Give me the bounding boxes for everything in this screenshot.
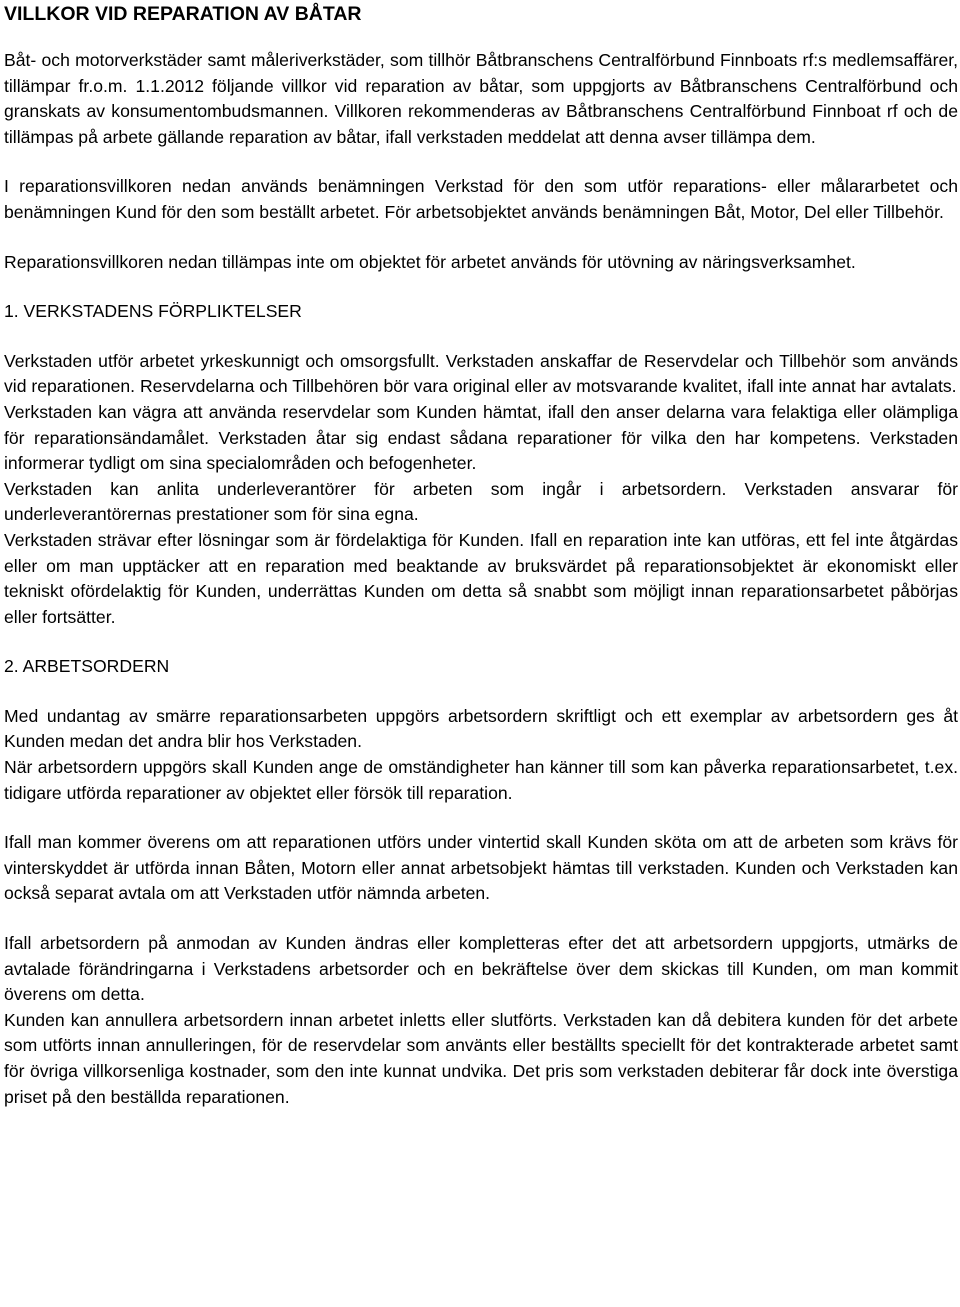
section-2-paragraph-2: När arbetsordern uppgörs skall Kunden ange de omständigheter han känner till som kan påverka reparationsarbetet, t.ex. tidigare utförda reparationer av objektet eller försök till reparation. bbox=[4, 757, 958, 803]
document-page bbox=[4, 0, 958, 1110]
section-2-heading: 2. ARBETSORDERN bbox=[4, 656, 170, 677]
section-2-paragraph-5: Kunden kan annullera arbetsordern innan arbetet inletts eller slutförts. Verkstaden kan då debitera kunden för det arbete som utförts innan annulleringen, för de reservdelar som använts eller beställts speciellt för det kontrakterade arbetet samt för övriga villkorsenliga kostnader, som den inte kunnat undvika. Det pris som verkstaden debiterar får dock inte överstiga priset på den beställda reparationen. bbox=[4, 1009, 958, 1107]
section-2-paragraph-4: Ifall arbetsordern på anmodan av Kunden ändras eller kompletteras efter det att arbetsordern uppgjorts, utmärks de avtalade förändringarna i Verkstadens arbetsorder och en bekräftelse över dem skickas till Kunden, om man kommit överens om detta. bbox=[4, 933, 958, 1005]
section-1-paragraph-4: Verkstaden strävar efter lösningar som är fördelaktiga för Kunden. Ifall en reparation inte kan utföras, ett fel inte åtgärdas eller om man upptäcker att en reparation med beaktande av bruksvärdet på reparationsobjektet är ekonomiskt eller tekniskt ofördelaktig för Kunden, underrättas Kunden om detta så snabbt som möjligt innan reparationsarbetet påbörjas eller fortsätter. bbox=[4, 529, 958, 627]
document-title: VILLKOR VID REPARATION AV BÅTAR bbox=[4, 3, 362, 25]
intro-paragraph-2: I reparationsvillkoren nedan används benämningen Verkstad för den som utför reparations- eller målararbetet och benämningen Kund för den som beställt arbetet. För arbetsobjektet används benämningen Båt, Motor, Del eller Tillbehör. bbox=[4, 176, 958, 222]
section-1-heading: 1. VERKSTADENS FÖRPLIKTELSER bbox=[4, 301, 302, 322]
section-2-paragraph-3: Ifall man kommer överens om att reparationen utförs under vintertid skall Kunden sköta om att de arbeten som krävs för vinterskyddet är utförda innan Båten, Motorn eller annat arbetsobjekt hämtas till verkstaden. Kunden och Verkstaden kan också separat avtala om att Verkstaden utför nämnda arbeten. bbox=[4, 832, 958, 904]
section-1-paragraph-2: Verkstaden kan vägra att använda reservdelar som Kunden hämtat, ifall den anser delarna vara felaktiga eller olämpliga för reparationsändamålet. Verkstaden åtar sig endast sådana reparationer för vilka den har kompetens. Verkstaden informerar tydligt om sina specialområden och befogenheter. bbox=[4, 401, 958, 474]
intro-paragraph-1: Båt- och motorverkstäder samt måleriverkstäder, som tillhör Båtbranschens Centralförbund Finnboats rf:s medlemsaffärer, tillämpar fr.o.m. 1.1.2012 följande villkor vid reparation av båtar, som uppgjorts av Båtbranschens Centralförbund och granskats av konsumentombudsmannen. Villkoren rekommenderas av Båtbranschens Centralförbund Finnboat rf och de tillämpas på arbete gällande reparation av båtar, ifall verkstaden meddelat att denna avser tillämpa dem. bbox=[4, 50, 958, 147]
section-2-paragraph-1: Med undantag av smärre reparationsarbeten uppgörs arbetsordern skriftligt och ett exemplar av arbetsordern ges åt Kunden medan det andra blir hos Verkstaden. bbox=[4, 705, 958, 752]
section-1-paragraph-3: Verkstaden kan anlita underleverantörer för arbeten som ingår i arbetsordern. Verkstaden ansvarar för underleverantörernas prestationer som för sina egna. bbox=[4, 478, 958, 525]
section-1-paragraph-1: Verkstaden utför arbetet yrkeskunnigt och omsorgsfullt. Verkstaden anskaffar de Reservdelar och Tillbehör som används vid reparationen. Reservdelarna och Tillbehören bör vara original eller av motsvarande kvalitet, ifall inte annat har avtalats. bbox=[4, 350, 958, 397]
intro-paragraph-3: Reparationsvillkoren nedan tillämpas inte om objektet för arbetet används för utövning av näringsverksamhet. bbox=[4, 251, 856, 272]
